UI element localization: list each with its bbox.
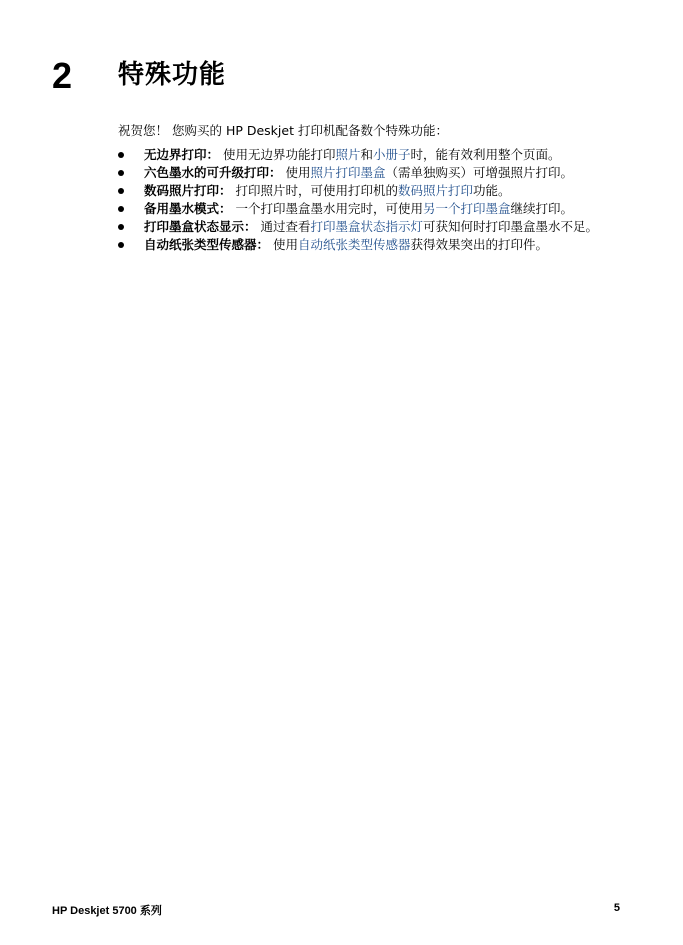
feature-text: 和 [360,147,374,162]
feature-name: 备用墨水模式： [144,201,232,216]
link-photos[interactable]: 照片 [335,147,361,162]
intro-paragraph: 祝贺您！ 您购买的 HP Deskjet 打印机配备数个特殊功能： [118,123,448,138]
bullet-icon [118,224,124,230]
link-paper-type-sensor[interactable]: 自动纸张类型传感器 [298,237,411,252]
link-brochures[interactable]: 小册子 [373,147,411,162]
feature-text: 可获知何时打印墨盒墨水不足。 [423,219,599,234]
feature-text: 通过查看 [256,219,311,234]
bullet-icon [118,170,124,176]
feature-name: 打印墨盒状态显示： [144,219,257,234]
feature-text: 一个打印墨盒墨水用完时，可使用 [231,201,423,216]
feature-name: 自动纸张类型传感器： [144,237,270,252]
link-photo-print-cartridge[interactable]: 照片打印墨盒 [310,165,386,180]
feature-list [118,146,618,254]
list-item [118,164,618,181]
list-item [118,218,618,235]
bullet-icon [118,152,124,158]
list-item [118,146,618,163]
feature-text: 获得效果突出的打印件。 [410,237,549,252]
feature-text: 使用无边界功能打印 [219,147,336,162]
feature-text: 使用 [281,165,311,180]
chapter-number: 2 [52,55,73,96]
bullet-icon [118,242,124,248]
bullet-icon [118,206,124,212]
feature-text: （需单独购买）可增强照片打印。 [385,165,574,180]
link-other-cartridge[interactable]: 另一个打印墨盒 [423,201,511,216]
chapter-title: 特殊功能 [118,60,227,90]
page-number: 5 [613,902,620,914]
bullet-icon [118,188,124,194]
feature-name: 无边界打印： [144,147,220,162]
feature-name: 六色墨水的可升级打印： [144,165,282,180]
footer-title: HP Deskjet 5700 系列 [52,905,162,917]
list-item [118,182,618,199]
feature-text: 使用 [269,237,298,252]
feature-name: 数码照片打印： [144,183,232,198]
list-item [118,236,618,253]
feature-text: 打印照片时，可使用打印机的 [231,183,398,198]
list-item [118,200,618,217]
feature-text: 继续打印。 [510,201,574,216]
link-cartridge-status-light[interactable]: 打印墨盒状态指示灯 [310,219,424,234]
feature-text: 功能。 [473,183,511,198]
link-digital-photo-printing[interactable]: 数码照片打印 [398,183,474,198]
feature-text: 时，能有效利用整个页面。 [410,147,561,162]
